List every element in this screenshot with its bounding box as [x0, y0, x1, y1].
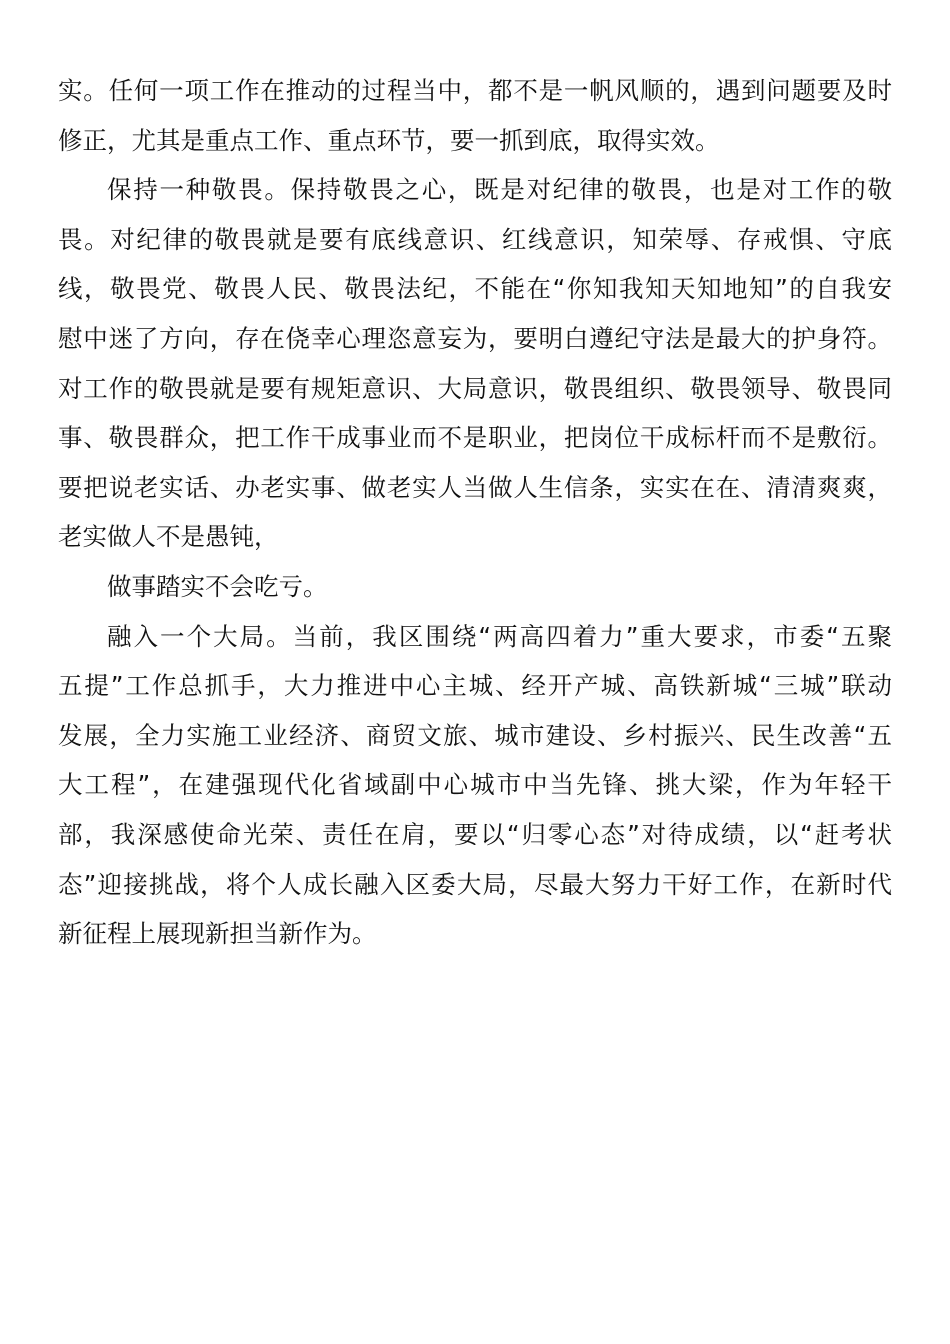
- paragraph-start-line: 做事踏实不会吃亏。: [107, 571, 328, 601]
- text-line: 修正，尤其是重点工作、重点环节，要一抓到底，取得实效。: [58, 125, 720, 155]
- text-line: 态”迎接挑战，将个人成长融入区委大局，尽最大努力干好工作，在新时代: [58, 869, 892, 899]
- text-line: 部，我深感使命光荣、责任在肩，要以“归零心态”对待成绩，以“赶考状: [58, 819, 892, 849]
- text-line: 实。任何一项工作在推动的过程当中，都不是一帆风顺的，遇到问题要及时: [58, 76, 892, 105]
- paragraph-start-line: 保持一种敬畏。保持敬畏之心，既是对纪律的敬畏，也是对工作的敬: [107, 175, 892, 205]
- text-line: 事、敬畏群众，把工作干成事业而不是职业，把岗位干成标杆而不是敷衍。: [58, 423, 892, 453]
- text-line: 老实做人不是愚钝，: [58, 522, 279, 552]
- text-line: 对工作的敬畏就是要有规矩意识、大局意识，敬畏组织、敬畏领导、敬畏同: [58, 373, 892, 403]
- text-line: 发展，全力实施工业经济、商贸文旅、城市建设、乡村振兴、民生改善“五: [58, 720, 892, 750]
- text-line: 畏。对纪律的敬畏就是要有底线意识、红线意识，知荣辱、存戒惧、守底: [58, 224, 892, 254]
- text-line: 新征程上展现新担当新作为。: [58, 919, 377, 949]
- paragraph-start-line: 融入一个大局。当前，我区围绕“两高四着力”重大要求，市委“五聚: [107, 621, 892, 651]
- text-line: 大工程”，在建强现代化省域副中心城市中当先锋、挑大梁，作为年轻干: [58, 770, 892, 800]
- text-line: 慰中迷了方向，存在侥幸心理恣意妄为，要明白遵纪守法是最大的护身符。: [58, 323, 892, 353]
- text-line: 线，敬畏党、敬畏人民、敬畏法纪，不能在“你知我知天知地知”的自我安: [58, 274, 892, 304]
- text-line: 五提”工作总抓手，大力推进中心主城、经开产城、高铁新城“三城”联动: [58, 671, 892, 701]
- document-body: [58, 66, 892, 959]
- text-line: 要把说老实话、办老实事、做老实人当做人生信条，实实在在、清清爽爽，: [58, 472, 892, 502]
